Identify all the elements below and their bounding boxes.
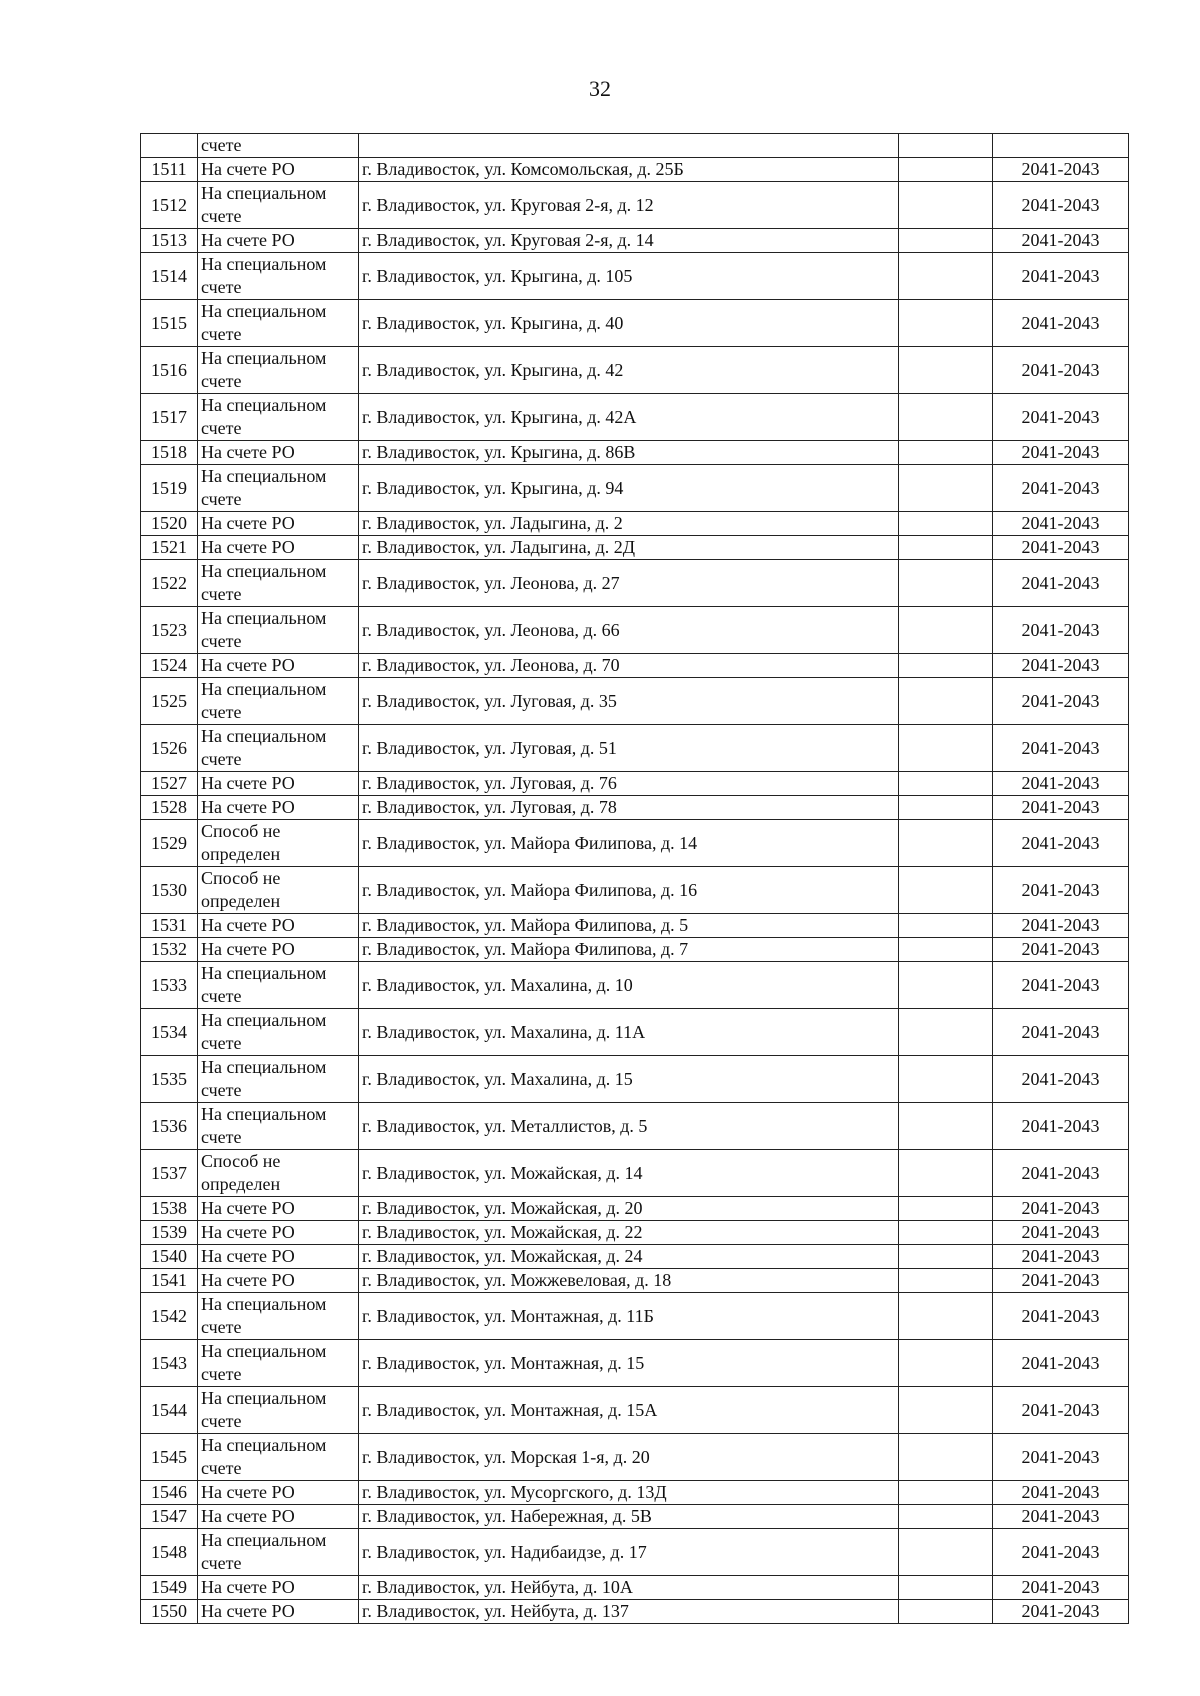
empty-cell [899, 182, 993, 229]
term-cell: 2041-2043 [993, 772, 1129, 796]
method-cell: На счете РО [198, 158, 359, 182]
address-cell: г. Владивосток, ул. Надибаидзе, д. 17 [359, 1529, 899, 1576]
address-cell: г. Владивосток, ул. Майора Филипова, д. 14 [359, 820, 899, 867]
term-cell: 2041-2043 [993, 512, 1129, 536]
address-cell [359, 134, 899, 158]
table-row [141, 394, 1129, 441]
row-number-cell: 1549 [141, 1576, 198, 1600]
address-cell: г. Владивосток, ул. Луговая, д. 78 [359, 796, 899, 820]
empty-cell [899, 1340, 993, 1387]
term-cell: 2041-2043 [993, 607, 1129, 654]
row-number-cell: 1519 [141, 465, 198, 512]
address-cell: г. Владивосток, ул. Нейбута, д. 10А [359, 1576, 899, 1600]
row-number-cell: 1517 [141, 394, 198, 441]
method-cell: На счете РО [198, 654, 359, 678]
term-cell: 2041-2043 [993, 678, 1129, 725]
method-cell: На счете РО [198, 1245, 359, 1269]
term-cell: 2041-2043 [993, 1245, 1129, 1269]
row-number-cell: 1526 [141, 725, 198, 772]
term-cell: 2041-2043 [993, 1009, 1129, 1056]
address-cell: г. Владивосток, ул. Металлистов, д. 5 [359, 1103, 899, 1150]
term-cell: 2041-2043 [993, 1103, 1129, 1150]
method-cell: На специальном счете [198, 300, 359, 347]
method-cell: На специальном счете [198, 347, 359, 394]
table-row [141, 772, 1129, 796]
row-number-cell: 1515 [141, 300, 198, 347]
method-cell: счете [198, 134, 359, 158]
row-number-cell: 1537 [141, 1150, 198, 1197]
term-cell: 2041-2043 [993, 182, 1129, 229]
table-row [141, 1056, 1129, 1103]
method-cell: На специальном счете [198, 465, 359, 512]
row-number-cell: 1545 [141, 1434, 198, 1481]
term-cell: 2041-2043 [993, 654, 1129, 678]
method-cell: На специальном счете [198, 725, 359, 772]
term-cell: 2041-2043 [993, 725, 1129, 772]
address-cell: г. Владивосток, ул. Луговая, д. 35 [359, 678, 899, 725]
row-number-cell: 1523 [141, 607, 198, 654]
method-cell: На специальном счете [198, 1293, 359, 1340]
term-cell: 2041-2043 [993, 465, 1129, 512]
empty-cell [899, 441, 993, 465]
row-number-cell: 1524 [141, 654, 198, 678]
address-cell: г. Владивосток, ул. Майора Филипова, д. 5 [359, 914, 899, 938]
method-cell: На счете РО [198, 938, 359, 962]
empty-cell [899, 229, 993, 253]
address-cell: г. Владивосток, ул. Махалина, д. 15 [359, 1056, 899, 1103]
empty-cell [899, 867, 993, 914]
empty-cell [899, 512, 993, 536]
empty-cell [899, 772, 993, 796]
row-number-cell: 1535 [141, 1056, 198, 1103]
term-cell [993, 134, 1129, 158]
table-row [141, 796, 1129, 820]
empty-cell [899, 820, 993, 867]
empty-cell [899, 1245, 993, 1269]
method-cell: На специальном счете [198, 678, 359, 725]
address-cell: г. Владивосток, ул. Леонова, д. 66 [359, 607, 899, 654]
row-number-cell: 1527 [141, 772, 198, 796]
address-cell: г. Владивосток, ул. Морская 1-я, д. 20 [359, 1434, 899, 1481]
address-cell: г. Владивосток, ул. Комсомольская, д. 25Б [359, 158, 899, 182]
row-number-cell: 1550 [141, 1600, 198, 1624]
table-row [141, 1197, 1129, 1221]
table-row [141, 300, 1129, 347]
term-cell: 2041-2043 [993, 914, 1129, 938]
term-cell: 2041-2043 [993, 1481, 1129, 1505]
table-row [141, 1009, 1129, 1056]
table-row [141, 347, 1129, 394]
empty-cell [899, 1600, 993, 1624]
term-cell: 2041-2043 [993, 1340, 1129, 1387]
table-row [141, 229, 1129, 253]
address-cell: г. Владивосток, ул. Луговая, д. 76 [359, 772, 899, 796]
address-table-body [141, 134, 1129, 1624]
term-cell: 2041-2043 [993, 1197, 1129, 1221]
row-number-cell: 1532 [141, 938, 198, 962]
method-cell: На специальном счете [198, 560, 359, 607]
empty-cell [899, 1576, 993, 1600]
row-number-cell: 1512 [141, 182, 198, 229]
method-cell: На специальном счете [198, 1340, 359, 1387]
empty-cell [899, 914, 993, 938]
method-cell: На счете РО [198, 441, 359, 465]
row-number-cell: 1533 [141, 962, 198, 1009]
table-row [141, 1505, 1129, 1529]
row-number-cell: 1518 [141, 441, 198, 465]
table-row [141, 654, 1129, 678]
table-row [141, 867, 1129, 914]
term-cell: 2041-2043 [993, 347, 1129, 394]
address-cell: г. Владивосток, ул. Можжевеловая, д. 18 [359, 1269, 899, 1293]
address-cell: г. Владивосток, ул. Ладыгина, д. 2 [359, 512, 899, 536]
address-cell: г. Владивосток, ул. Крыгина, д. 94 [359, 465, 899, 512]
method-cell: Способ не определен [198, 867, 359, 914]
term-cell: 2041-2043 [993, 394, 1129, 441]
address-cell: г. Владивосток, ул. Монтажная, д. 11Б [359, 1293, 899, 1340]
term-cell: 2041-2043 [993, 938, 1129, 962]
method-cell: На специальном счете [198, 1009, 359, 1056]
address-cell: г. Владивосток, ул. Мусоргского, д. 13Д [359, 1481, 899, 1505]
method-cell: На специальном счете [198, 962, 359, 1009]
row-number-cell: 1534 [141, 1009, 198, 1056]
address-cell: г. Владивосток, ул. Круговая 2-я, д. 14 [359, 229, 899, 253]
table-row [141, 536, 1129, 560]
row-number-cell: 1546 [141, 1481, 198, 1505]
table-row [141, 914, 1129, 938]
empty-cell [899, 1529, 993, 1576]
row-number-cell [141, 134, 198, 158]
method-cell: На счете РО [198, 1197, 359, 1221]
row-number-cell: 1513 [141, 229, 198, 253]
address-cell: г. Владивосток, ул. Леонова, д. 27 [359, 560, 899, 607]
table-row [141, 725, 1129, 772]
row-number-cell: 1528 [141, 796, 198, 820]
term-cell: 2041-2043 [993, 1056, 1129, 1103]
term-cell: 2041-2043 [993, 253, 1129, 300]
address-cell: г. Владивосток, ул. Можайская, д. 22 [359, 1221, 899, 1245]
table-row [141, 158, 1129, 182]
empty-cell [899, 347, 993, 394]
empty-cell [899, 1481, 993, 1505]
row-number-cell: 1531 [141, 914, 198, 938]
term-cell: 2041-2043 [993, 1434, 1129, 1481]
address-cell: г. Владивосток, ул. Крыгина, д. 42А [359, 394, 899, 441]
address-cell: г. Владивосток, ул. Ладыгина, д. 2Д [359, 536, 899, 560]
empty-cell [899, 1434, 993, 1481]
table-row [141, 560, 1129, 607]
empty-cell [899, 654, 993, 678]
row-number-cell: 1536 [141, 1103, 198, 1150]
term-cell: 2041-2043 [993, 560, 1129, 607]
page-number: 32 [589, 76, 611, 101]
row-number-cell: 1542 [141, 1293, 198, 1340]
empty-cell [899, 394, 993, 441]
address-cell: г. Владивосток, ул. Можайская, д. 14 [359, 1150, 899, 1197]
method-cell: На счете РО [198, 772, 359, 796]
address-cell: г. Владивосток, ул. Круговая 2-я, д. 12 [359, 182, 899, 229]
row-number-cell: 1525 [141, 678, 198, 725]
address-table [140, 133, 1129, 1624]
row-number-cell: 1538 [141, 1197, 198, 1221]
address-cell: г. Владивосток, ул. Монтажная, д. 15 [359, 1340, 899, 1387]
address-cell: г. Владивосток, ул. Крыгина, д. 105 [359, 253, 899, 300]
empty-cell [899, 158, 993, 182]
empty-cell [899, 536, 993, 560]
row-number-cell: 1540 [141, 1245, 198, 1269]
row-number-cell: 1522 [141, 560, 198, 607]
method-cell: На специальном счете [198, 394, 359, 441]
address-cell: г. Владивосток, ул. Можайская, д. 20 [359, 1197, 899, 1221]
method-cell: На счете РО [198, 512, 359, 536]
method-cell: На счете РО [198, 1600, 359, 1624]
table-row [141, 678, 1129, 725]
term-cell: 2041-2043 [993, 867, 1129, 914]
empty-cell [899, 938, 993, 962]
table-row [141, 1340, 1129, 1387]
method-cell: Способ не определен [198, 820, 359, 867]
table-row [141, 1293, 1129, 1340]
term-cell: 2041-2043 [993, 536, 1129, 560]
empty-cell [899, 796, 993, 820]
term-cell: 2041-2043 [993, 820, 1129, 867]
empty-cell [899, 1009, 993, 1056]
method-cell: На счете РО [198, 1505, 359, 1529]
table-row [141, 512, 1129, 536]
table-row [141, 1576, 1129, 1600]
table-row [141, 820, 1129, 867]
method-cell: На счете РО [198, 229, 359, 253]
empty-cell [899, 1387, 993, 1434]
address-cell: г. Владивосток, ул. Можайская, д. 24 [359, 1245, 899, 1269]
term-cell: 2041-2043 [993, 796, 1129, 820]
table-row [141, 962, 1129, 1009]
row-number-cell: 1541 [141, 1269, 198, 1293]
table-row [141, 1529, 1129, 1576]
method-cell: На счете РО [198, 796, 359, 820]
empty-cell [899, 1150, 993, 1197]
continuation-row [141, 134, 1129, 158]
table-row [141, 1103, 1129, 1150]
term-cell: 2041-2043 [993, 1387, 1129, 1434]
address-cell: г. Владивосток, ул. Махалина, д. 10 [359, 962, 899, 1009]
method-cell: На счете РО [198, 1221, 359, 1245]
row-number-cell: 1544 [141, 1387, 198, 1434]
table-row [141, 182, 1129, 229]
address-cell: г. Владивосток, ул. Монтажная, д. 15А [359, 1387, 899, 1434]
address-cell: г. Владивосток, ул. Луговая, д. 51 [359, 725, 899, 772]
table-row [141, 465, 1129, 512]
term-cell: 2041-2043 [993, 158, 1129, 182]
term-cell: 2041-2043 [993, 1150, 1129, 1197]
term-cell: 2041-2043 [993, 1600, 1129, 1624]
term-cell: 2041-2043 [993, 962, 1129, 1009]
term-cell: 2041-2043 [993, 1293, 1129, 1340]
row-number-cell: 1520 [141, 512, 198, 536]
table-row [141, 1481, 1129, 1505]
table-row [141, 1269, 1129, 1293]
address-cell: г. Владивосток, ул. Крыгина, д. 40 [359, 300, 899, 347]
method-cell: На специальном счете [198, 607, 359, 654]
empty-cell [899, 1103, 993, 1150]
address-cell: г. Владивосток, ул. Майора Филипова, д. 7 [359, 938, 899, 962]
address-cell: г. Владивосток, ул. Набережная, д. 5В [359, 1505, 899, 1529]
empty-cell [899, 1056, 993, 1103]
method-cell: На специальном счете [198, 1056, 359, 1103]
method-cell: На специальном счете [198, 1103, 359, 1150]
table-row [141, 441, 1129, 465]
method-cell: На счете РО [198, 1576, 359, 1600]
method-cell: Способ не определен [198, 1150, 359, 1197]
empty-cell [899, 1505, 993, 1529]
table-row [141, 253, 1129, 300]
term-cell: 2041-2043 [993, 1576, 1129, 1600]
empty-cell [899, 134, 993, 158]
empty-cell [899, 300, 993, 347]
row-number-cell: 1548 [141, 1529, 198, 1576]
row-number-cell: 1521 [141, 536, 198, 560]
empty-cell [899, 560, 993, 607]
table-row [141, 1600, 1129, 1624]
empty-cell [899, 1293, 993, 1340]
table-row [141, 1245, 1129, 1269]
term-cell: 2041-2043 [993, 1221, 1129, 1245]
term-cell: 2041-2043 [993, 300, 1129, 347]
table-row [141, 1387, 1129, 1434]
method-cell: На специальном счете [198, 182, 359, 229]
empty-cell [899, 678, 993, 725]
table-row [141, 938, 1129, 962]
table-row [141, 607, 1129, 654]
term-cell: 2041-2043 [993, 1269, 1129, 1293]
empty-cell [899, 1221, 993, 1245]
address-cell: г. Владивосток, ул. Крыгина, д. 42 [359, 347, 899, 394]
row-number-cell: 1543 [141, 1340, 198, 1387]
term-cell: 2041-2043 [993, 229, 1129, 253]
term-cell: 2041-2043 [993, 1505, 1129, 1529]
empty-cell [899, 465, 993, 512]
table-row [141, 1434, 1129, 1481]
row-number-cell: 1530 [141, 867, 198, 914]
row-number-cell: 1511 [141, 158, 198, 182]
row-number-cell: 1539 [141, 1221, 198, 1245]
row-number-cell: 1514 [141, 253, 198, 300]
method-cell: На счете РО [198, 536, 359, 560]
row-number-cell: 1547 [141, 1505, 198, 1529]
address-cell: г. Владивосток, ул. Махалина, д. 11А [359, 1009, 899, 1056]
method-cell: На специальном счете [198, 253, 359, 300]
table-row [141, 1221, 1129, 1245]
empty-cell [899, 962, 993, 1009]
empty-cell [899, 607, 993, 654]
row-number-cell: 1529 [141, 820, 198, 867]
address-cell: г. Владивосток, ул. Майора Филипова, д. 16 [359, 867, 899, 914]
empty-cell [899, 253, 993, 300]
method-cell: На счете РО [198, 1481, 359, 1505]
method-cell: На специальном счете [198, 1434, 359, 1481]
empty-cell [899, 1269, 993, 1293]
empty-cell [899, 1197, 993, 1221]
method-cell: На специальном счете [198, 1387, 359, 1434]
method-cell: На счете РО [198, 914, 359, 938]
method-cell: На специальном счете [198, 1529, 359, 1576]
table-row [141, 1150, 1129, 1197]
row-number-cell: 1516 [141, 347, 198, 394]
term-cell: 2041-2043 [993, 441, 1129, 465]
empty-cell [899, 725, 993, 772]
address-cell: г. Владивосток, ул. Нейбута, д. 137 [359, 1600, 899, 1624]
address-cell: г. Владивосток, ул. Леонова, д. 70 [359, 654, 899, 678]
address-cell: г. Владивосток, ул. Крыгина, д. 86В [359, 441, 899, 465]
term-cell: 2041-2043 [993, 1529, 1129, 1576]
method-cell: На счете РО [198, 1269, 359, 1293]
